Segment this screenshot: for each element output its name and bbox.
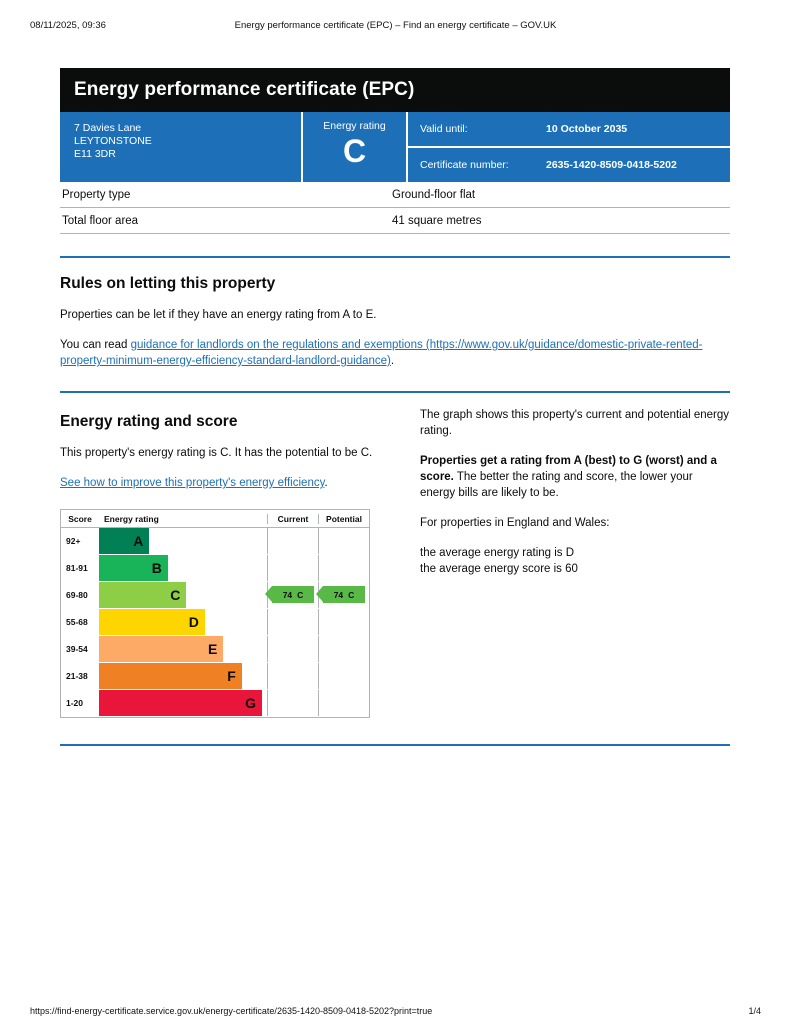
graph-description: The graph shows this property's current and potential energy rating. <box>420 409 730 437</box>
potential-rating-cell <box>318 609 369 635</box>
average-rating-text: the average energy rating is D <box>420 547 575 559</box>
rating-explanation <box>420 453 730 501</box>
current-rating-cell <box>267 690 318 716</box>
valid-until-row <box>408 112 730 148</box>
current-score: 74 <box>282 589 293 600</box>
band-bar-area <box>99 528 267 554</box>
address-line-3: E11 3DR <box>74 148 116 160</box>
graph-body <box>61 528 369 717</box>
potential-rating-marker <box>323 586 365 603</box>
epc-banner <box>60 68 730 112</box>
certificate-number-row <box>408 148 730 182</box>
band-score-range: 81-91 <box>66 563 88 573</box>
graph-band-row <box>61 528 369 555</box>
summary-block <box>60 112 730 182</box>
average-score-text: the average energy score is 60 <box>420 563 578 575</box>
band-score-range: 21-38 <box>66 671 88 681</box>
graph-band-row <box>61 636 369 663</box>
detail-key: Property type <box>62 189 131 201</box>
band-score-range: 39-54 <box>66 644 88 654</box>
energy-rating-graph <box>60 509 370 718</box>
band-bar: B <box>99 555 168 581</box>
detail-value: Ground-floor flat <box>392 189 476 201</box>
property-address <box>60 112 303 182</box>
band-bar-area <box>99 555 267 581</box>
band-score-range: 1-20 <box>66 698 84 708</box>
print-url: https://find-energy-certificate.service.gov.uk/energy-certificate/2635-1420-8509-0418-5202?print=true <box>30 1006 433 1016</box>
print-title: Energy performance certificate (EPC) – Find an energy certificate – GOV.UK <box>234 20 557 31</box>
detail-key: Total floor area <box>62 215 139 227</box>
letting-paragraph: Properties can be let if they have an energy rating from A to E. <box>60 309 377 321</box>
table-row <box>60 208 730 234</box>
rating-left-paragraph: This property's energy rating is C. It has the potential to be C. <box>60 447 373 459</box>
summary-meta <box>408 112 730 182</box>
rating-section <box>60 405 730 718</box>
band-bar: G <box>99 690 262 716</box>
band-bar: C <box>99 582 186 608</box>
energy-rating-value: C <box>342 133 367 169</box>
graph-band-row <box>61 690 369 717</box>
rating-left-column <box>60 405 420 718</box>
graph-header-rating: Energy rating <box>104 513 159 524</box>
graph-band-row <box>61 582 369 609</box>
current-rating-cell <box>267 528 318 554</box>
energy-rating-label: Energy rating <box>323 120 386 132</box>
graph-band-row <box>61 609 369 636</box>
address-line-2: LEYTONSTONE <box>74 135 152 147</box>
print-date: 08/11/2025, 09:36 <box>30 20 106 31</box>
england-wales-averages <box>420 545 730 577</box>
band-score-range: 69-80 <box>66 590 88 600</box>
england-wales-lead: For properties in England and Wales: <box>420 517 610 529</box>
rating-right-column <box>420 405 730 718</box>
letting-guidance-paragraph <box>60 337 730 369</box>
band-bar-area <box>99 690 267 716</box>
current-rating-cell <box>267 663 318 689</box>
band-score-range: 55-68 <box>66 617 88 627</box>
rating-explanation-rest: The better the rating and score, the lower your energy bills are likely to be. <box>420 471 693 499</box>
band-bar: D <box>99 609 205 635</box>
address-line-1: 7 Davies Lane <box>74 122 142 134</box>
current-band: C <box>297 589 304 600</box>
graph-header <box>61 510 369 528</box>
improve-link-paragraph <box>60 475 420 491</box>
print-page-number: 1/4 <box>748 1006 761 1016</box>
potential-rating-cell <box>318 555 369 581</box>
improve-link-suffix: . <box>324 477 328 489</box>
band-bar-area <box>99 636 267 662</box>
band-bar: E <box>99 636 223 662</box>
improve-efficiency-link[interactable]: See how to improve this property's energy efficiency <box>60 477 325 489</box>
rating-explanation-bold: Properties get a rating from A (best) to G (worst) and a score. <box>420 455 717 483</box>
band-bar-area <box>99 663 267 689</box>
current-rating-cell <box>267 555 318 581</box>
band-bar: A <box>99 528 149 554</box>
property-details <box>60 182 730 234</box>
certificate-number-value: 2635-1420-8509-0418-5202 <box>546 159 677 171</box>
potential-rating-cell <box>318 663 369 689</box>
section-divider <box>60 256 730 258</box>
band-bar-area <box>99 609 267 635</box>
detail-value: 41 square metres <box>392 215 482 227</box>
table-row <box>60 182 730 208</box>
energy-rating-badge <box>303 112 408 182</box>
graph-header-score: Score <box>68 513 92 524</box>
valid-until-label: Valid until: <box>420 123 468 135</box>
letting-read-suffix: . <box>390 355 395 367</box>
band-score-range: 92+ <box>66 536 81 546</box>
potential-rating-cell <box>318 528 369 554</box>
rating-heading: Energy rating and score <box>60 413 238 430</box>
potential-rating-cell <box>318 690 369 716</box>
landlord-guidance-link[interactable]: guidance for landlords on the regulations and exemptions (https://www.gov.uk/guidance/domestic-private-rented-property-minimum-energy-efficiency-standard-landlord-guidance) <box>60 339 703 367</box>
graph-header-current: Current <box>267 514 318 524</box>
letting-heading: Rules on letting this property <box>60 275 276 292</box>
page-title: Energy performance certificate (EPC) <box>74 79 415 100</box>
potential-band: C <box>348 589 355 600</box>
letting-read-prefix: You can read <box>60 339 131 351</box>
section-divider-bottom <box>60 744 730 746</box>
valid-until-value: 10 October 2035 <box>546 123 628 135</box>
potential-rating-cell <box>318 582 369 608</box>
potential-score: 74 <box>333 589 344 600</box>
potential-rating-cell <box>318 636 369 662</box>
current-rating-cell <box>267 636 318 662</box>
graph-band-row <box>61 555 369 582</box>
current-rating-cell <box>267 609 318 635</box>
certificate-page <box>60 68 730 746</box>
band-bar: F <box>99 663 242 689</box>
graph-header-potential: Potential <box>318 514 369 524</box>
current-rating-marker <box>272 586 314 603</box>
section-divider <box>60 391 730 393</box>
graph-band-row <box>61 663 369 690</box>
current-rating-cell <box>267 582 318 608</box>
band-bar-area <box>99 582 267 608</box>
certificate-number-label: Certificate number: <box>420 159 509 171</box>
